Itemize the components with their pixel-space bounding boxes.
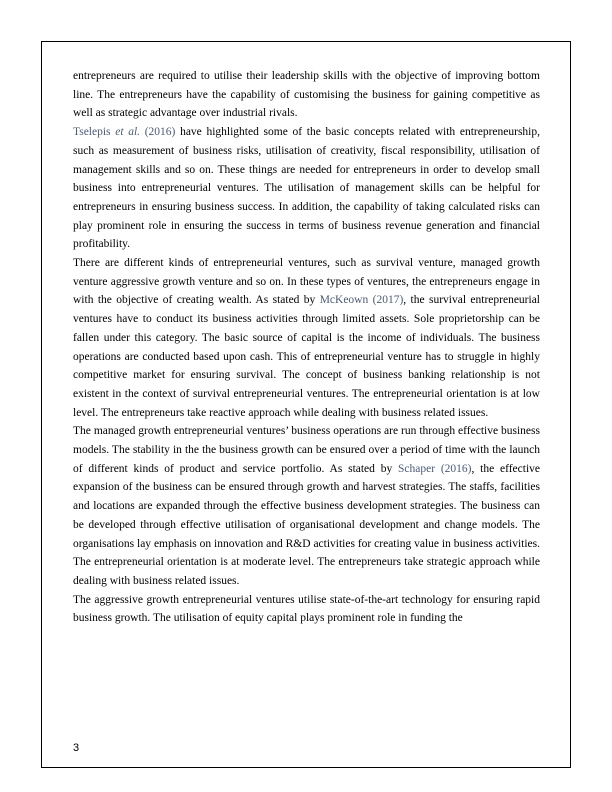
- citation-author: Tselepis: [73, 126, 116, 139]
- paragraph-4-text-a: The managed growth entrepreneurial ventures’ business operations are run through effective business models. The stability in the the business growth can be ensured over a period of time with the launch of different kinds of product and service portfolio. As stated by: [73, 425, 540, 475]
- document-body: [73, 67, 540, 628]
- paragraph-1: [73, 67, 540, 123]
- citation-mckeown: McKeown (2017): [319, 294, 404, 307]
- citation-tselepis: [73, 126, 175, 138]
- paragraph-2-text: have highlighted some of the basic concepts related with entrepreneurship, such as measurement of business risks, utilisation of creativity, fiscal responsibility, utilisation of management skills and so on. These things are needed for entrepreneurs in order to develop small business into entrepreneurial ventures. The utilisation of management skills can be helpful for entrepreneurs in ensuring business success. In addition, the capability of taking calculated risks can play prominent role in ensuring the success in terms of business revenue generation and financial profitability.: [73, 126, 540, 251]
- paragraph-3-text-b: , the survival entrepreneurial ventures have to conduct its business activities through limited assets. Sole proprietorship can be fallen under this category. The basic source of capital is the income of individuals. The business operations are conducted based upon cash. This of entrepreneurial venture has to struggle in highly competitive market for ensuring survival. The concept of business banking relationship is not existent in the context of survival entrepreneurial ventures. The entrepreneurial orientation is at low level. The entrepreneurs take reactive approach while dealing with business related issues.: [73, 294, 540, 419]
- paragraph-5-text: The aggressive growth entrepreneurial ventures utilise state-of-the-art technology for ensuring rapid business growth. The utilisation of equity capital plays prominent role in funding the: [73, 593, 540, 625]
- page-number: 3: [73, 742, 80, 754]
- paragraph-4-text-b: , the effective expansion of the business can be ensured through growth and harvest strategies. The staffs, facilities and locations are expanded through the effective business development strategies. The business can be developed through effective utilisation of organisational development and change models. The organisations lay emphasis on innovation and R&D activities for creating value in business activities. The entrepreneurial orientation is at moderate level. The entrepreneurs take strategic approach while dealing with business related issues.: [73, 462, 540, 587]
- citation-year: (2016): [140, 126, 176, 139]
- paragraph-4: [73, 422, 540, 590]
- paragraph-1-text: entrepreneurs are required to utilise their leadership skills with the objective of improving bottom line. The entrepreneurs have the capability of customising the business for gaining competitive as well as strategic advantage over industrial rivals.: [73, 70, 540, 120]
- paragraph-2: [73, 123, 540, 254]
- citation-etal: et al.: [115, 126, 141, 139]
- paragraph-3-text-a: There are different kinds of entrepreneurial ventures, such as survival venture, managed growth venture aggressive growth venture and so on. In these types of ventures, the entrepreneurs engage in with the objective of creating wealth. As stated by: [73, 257, 540, 307]
- citation-schaper: Schaper (2016): [398, 462, 472, 475]
- paragraph-5: [73, 591, 540, 628]
- paragraph-3: [73, 254, 540, 422]
